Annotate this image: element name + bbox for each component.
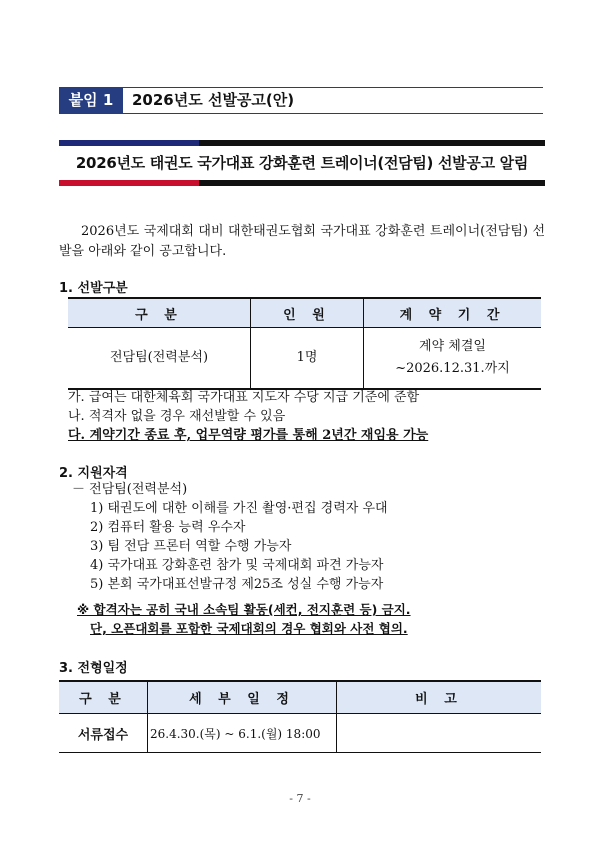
period-line1: 계약 체결일 [419,339,486,354]
qualification-item: 1) 태권도에 대한 이해를 가진 촬영·편집 경력자 우대 [90,501,388,516]
col-header-category: 구 분 [59,681,148,714]
page-number: - 7 - [289,792,311,805]
warning-line1: ※ 합격자는 공히 국내 소속팀 활동(세컨, 전지훈련 등) 금지. [77,602,411,617]
appendix-header [59,87,543,114]
banner-bar-bottom-red [59,180,199,186]
qualification-item: 2) 컴퓨터 활용 능력 우수자 [90,520,246,535]
banner-bar-top-black [199,140,545,146]
section3-title: 3. 전형일정 [59,661,128,676]
schedule-table [59,680,541,753]
schedule-table-header [59,681,541,714]
col-header-schedule: 세 부 일 정 [148,681,337,714]
cell-category: 전담팀(전력분석) [68,328,251,390]
qualification-item: 4) 국가대표 강화훈련 참가 및 국제대회 파견 가능자 [90,558,384,573]
appendix-title: 2026년도 선발공고(안) [132,91,295,109]
note-a: 가. 급여는 대한체육회 국가대표 지도자 수당 지급 기준에 준함 [68,390,420,405]
cell-note [337,714,542,753]
intro-paragraph: 2026년도 국제대회 대비 대한태권도협회 국가대표 강화훈련 트레이너(전담팀) 선발을 아래와 같이 공고합니다. [59,224,545,259]
col-header-count: 인 원 [251,298,364,328]
col-header-note: 비 고 [337,681,542,714]
qualification-item: 5) 본회 국가대표선발규정 제25조 성실 수행 가능자 [90,577,384,592]
header-rule-bottom [123,113,543,114]
section1-title: 1. 선발구분 [59,281,128,296]
table-row [59,714,541,753]
qualification-subtitle: － 전담팀(전력분석) [72,482,188,497]
note-c: 다. 계약기간 종료 후, 업무역량 평가를 통해 2년간 재임용 가능 [68,428,429,443]
cell-period [364,328,542,390]
banner-title: 2026년도 태권도 국가대표 강화훈련 트레이너(전담팀) 선발공고 알림 [75,154,529,172]
cell-schedule: 26.4.30.(목) ~ 6.1.(월) 18:00 [148,714,337,753]
appendix-tag: 붙임 1 [59,87,123,114]
banner-bar-bottom-black [199,180,545,186]
col-header-category: 구 분 [68,298,251,328]
table-row [68,328,541,390]
period-line2: ~2026.12.31.까지 [395,361,510,376]
cell-count: 1명 [251,328,364,390]
cell-category: 서류접수 [59,714,148,753]
note-b: 나. 적격자 없을 경우 재선발할 수 있음 [68,409,286,424]
selection-table-header [68,298,541,328]
banner-bar-top-blue [59,140,199,146]
selection-table [68,297,541,390]
section2-title: 2. 지원자격 [59,466,128,481]
warning-line2: 단, 오픈대회를 포함한 국제대회의 경우 협회와 사전 협의. [90,621,408,636]
qualification-item: 3) 팀 전담 프론터 역할 수행 가능자 [90,539,292,554]
col-header-period: 계 약 기 간 [364,298,542,328]
